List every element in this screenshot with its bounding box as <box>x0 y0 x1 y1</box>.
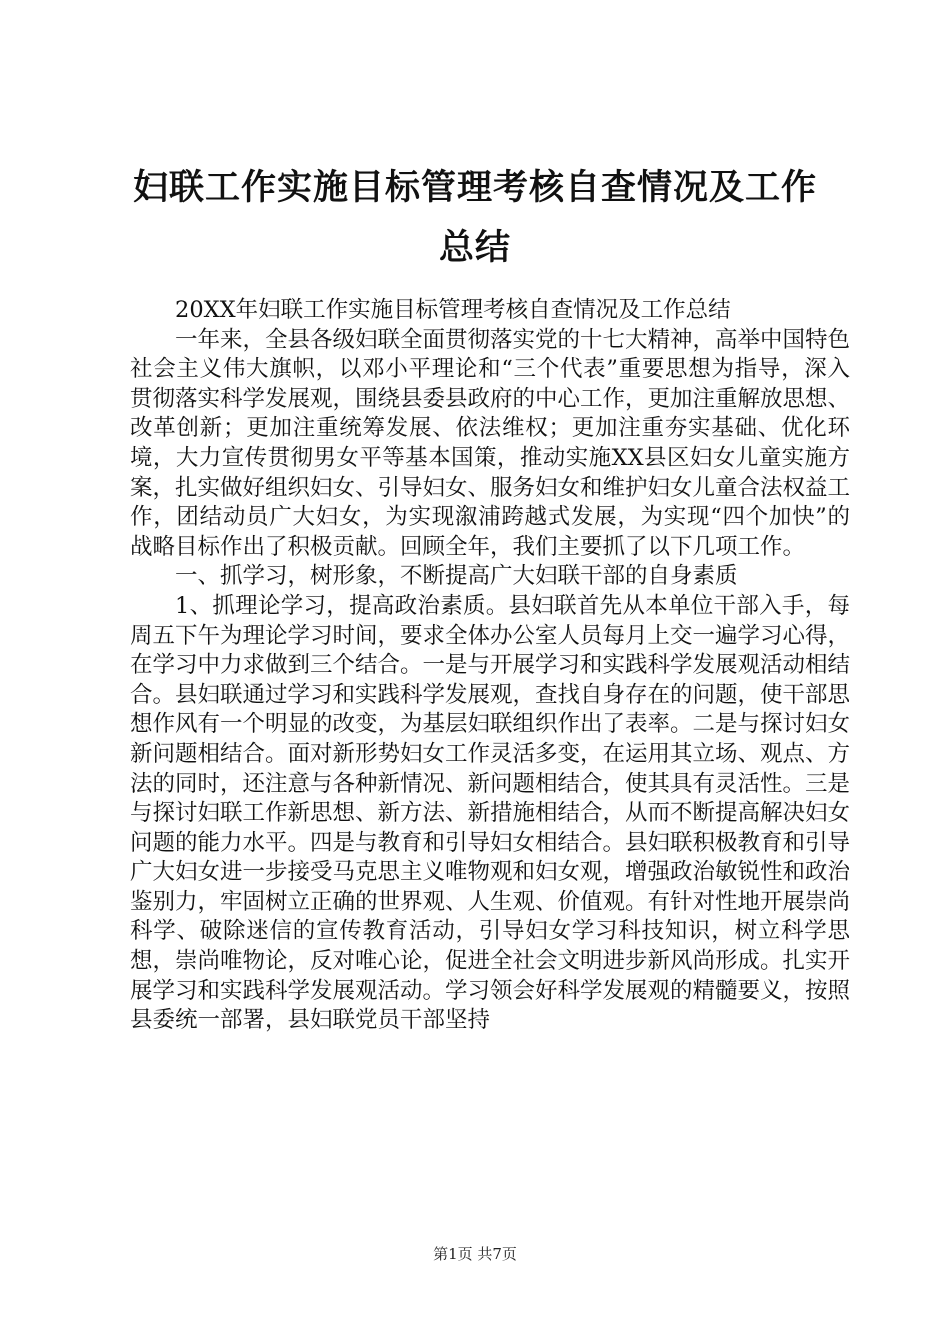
document-title: 妇联工作实施目标管理考核自查情况及工作总结 <box>132 167 817 268</box>
intro-paragraph: 一年来，全县各级妇联全面贯彻落实党的十七大精神，高举中国特色社会主义伟大旗帜，以邓小平理论和“三个代表”重要思想为指导，深入贯彻落实科学发展观，围绕县委县政府的中心工作，更加注重解放思想、改革创新；更加注重统筹发展、依法维权；更加注重夯实基础、优化环境，大力宣传贯彻男女平等基本国策，推动实施XX县区妇女儿童实施方案，扎实做好组织妇女、引导妇女、服务妇女和维护妇女儿童合法权益工作，团结动员广大妇女，为实现溆浦跨越式发展，为实现“四个加快”的战略目标作出了积极贡献。回顾全年，我们主要抓了以下几项工作。 <box>130 326 851 560</box>
body-paragraph: 1、抓理论学习，提高政治素质。县妇联首先从本单位干部入手，每周五下午为理论学习时间，要求全体办公室人员每月上交一遍学习心得，在学习中力求做到三个结合。一是与开展学习和实践科学发展观活动相结合。县妇联通过学习和实践科学发展观，查找自身存在的问题，使干部思想作风有一个明显的改变，为基层妇联组织作出了表率。二是与探讨妇女新问题相结合。面对新形势妇女工作灵活多变，在运用其立场、观点、方法的同时，还注意与各种新情况、新问题相结合，使其具有灵活性。三是与探讨妇联工作新思想、新方法、新措施相结合，从而不断提高解决妇女问题的能力水平。四是与教育和引导妇女相结合。县妇联积极教育和引导广大妇女进一步接受马克思主义唯物观和妇女观，增强政治敏锐性和政治鉴别力，牢固树立正确的世界观、人生观、价值观。有针对性地开展崇尚科学、破除迷信的宣传教育活动，引导妇女学习科技知识，树立科学思想，崇尚唯物论，反对唯心论，促进全社会文明进步新风尚形成。扎实开展学习和实践科学发展观活动。学习领会好科学发展观的精髓要义，按照县委统一部署，县妇联党员干部坚持 <box>130 592 851 1034</box>
document-body <box>130 296 850 1036</box>
section-heading: 一、抓学习，树形象，不断提高广大妇联干部的自身素质 <box>175 563 738 590</box>
subtitle-paragraph: 20XX年妇联工作实施目标管理考核自查情况及工作总结 <box>175 297 731 323</box>
page-footer: 第1页 共7页 <box>433 1245 517 1263</box>
